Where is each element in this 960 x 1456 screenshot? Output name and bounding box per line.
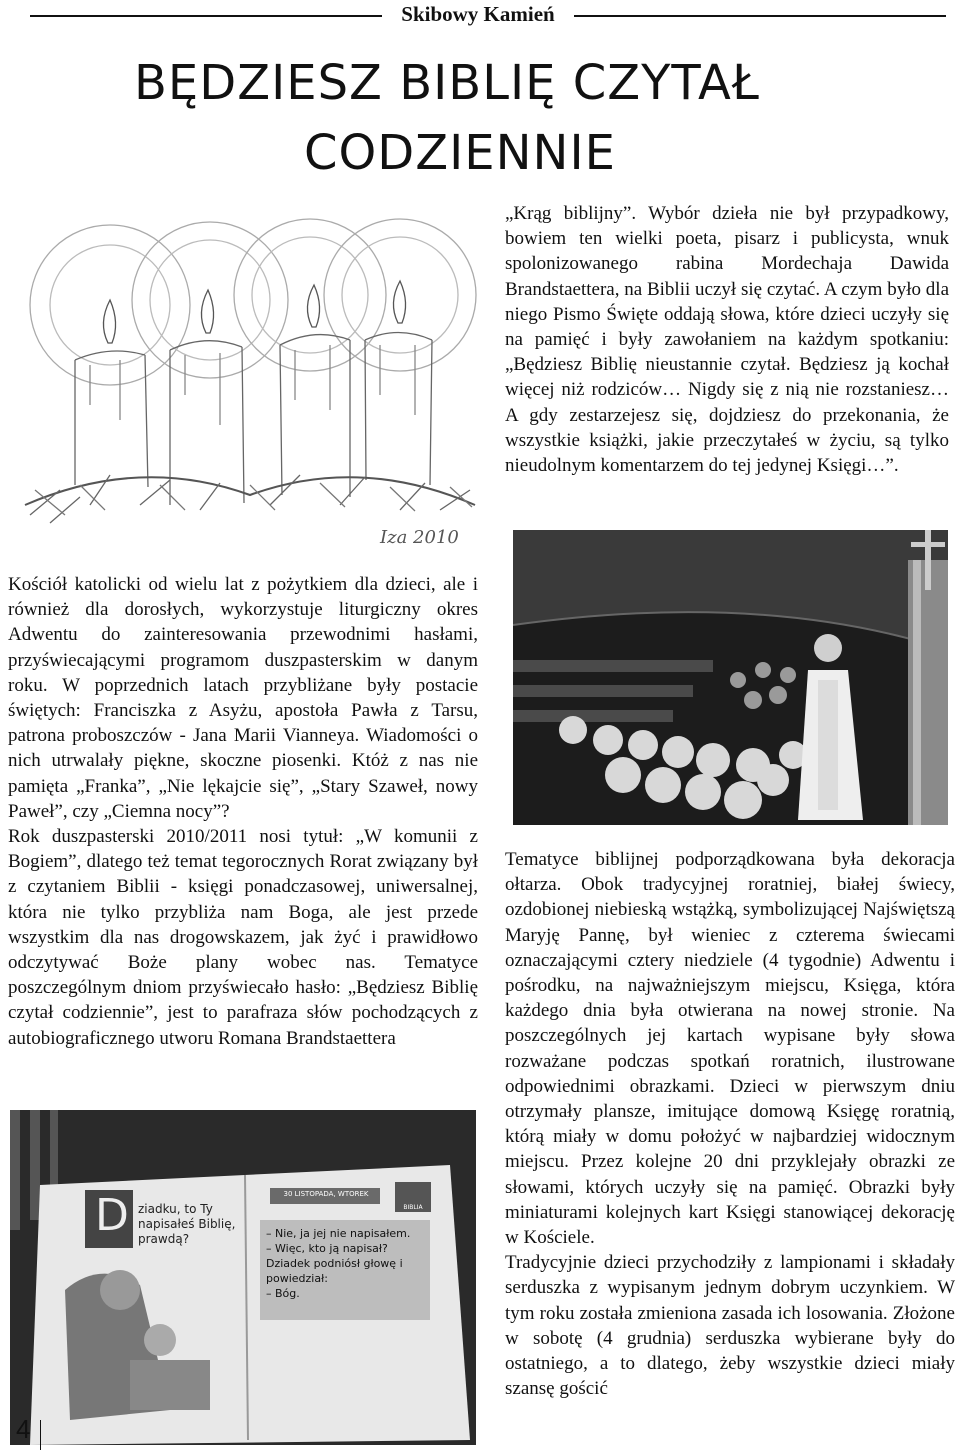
paragraph: Tradycyjnie dzieci przychodziły z lampionami i składały serduszka z wypisanym jednym dobrym uczynkiem. W tym roku została zmieniona zasada ich losowania. Złożone w sobotę (4 grudnia) serduszka wybierane były do ostatniego, a to dlatego, żeby wszystkie dzieci miały szansę gościć — [505, 1252, 955, 1400]
drawing-signature: Iza 2010 — [380, 527, 459, 548]
newspaper-title: Skibowy Kamień — [401, 2, 555, 26]
article-title — [134, 48, 914, 188]
page-number-rule — [40, 1420, 41, 1450]
header-rule-right — [574, 15, 946, 17]
advent-wreath-drawing — [20, 205, 480, 555]
book-text: ziadku, to Ty napisałeś Biblię, prawdą? — [138, 1202, 236, 1246]
paragraph: „Krąg biblijny”. Wybór dzieła nie był przypadkowy, bowiem ten wielki poeta, pisarz i publicysta, wnuk spolonizowanego rabina Mordechaja Dawida Brandstaettera, na Biblii uczył się czytać. A czym było dla niego Pismo Święte oddają słowa, które dzieci uczyły się na pamięć i były zawołaniem na każdym spotkaniu: „Będziesz Biblię nieustannie czytał. Będziesz ją kochał więcej niż rodziców… Nigdy się z nią nie rozstaniesz… A gdy zestarzejesz się, dojdziesz do przekonania, że wszystkie książki, jakie przeczytałeś w życiu, są tylko nieudolnym komentarzem do tej jedynej Księgi…”. — [505, 203, 949, 477]
paragraph: Rok duszpasterski 2010/2011 nosi tytuł: „W komunii z Bogiem”, dlatego też temat tegorocznych Rorat związany był z czytaniem Biblii - księgi ponadczasowej, uniwersalnej, która nie tylko przybliża nam Boga, ale jest przede wszystkim dla nas drogowskazem, jak żyć i prawidłowo odczytywać Boże plany wobec nas. Tematyce poszczególnym dniom przyświecało hasło: „Będziesz Biblię czytał codziennie”, jest to parafraza słów pochodzących z autobiograficznego utworu Romana Brandstaettera — [8, 826, 478, 1049]
book-dialogue — [266, 1226, 426, 1301]
article-title-line-1: BĘDZIESZ BIBLIĘ CZYTAŁ — [134, 55, 760, 111]
article-text-right — [505, 847, 955, 1401]
article-title-line-2: CODZIENNIE — [304, 125, 616, 181]
paragraph: Tematyce biblijnej podporządkowana była dekoracja ołtarza. Obok tradycyjnej roratniej, białej świecy, ozdobionej niebieską wstążką, symbolizującej Najświętszą Maryję Pannę, był wieniec z czterema świecami oznaczającymi cztery niedziele (4 tygodnie) Adwentu i pośrodku, na najważniejszym miejscu, Księga, która każdego dnia była otwierana na nowej stronie. Na poszczególnych jej kartach wypisane były słowa rozważane podczas spotkań roratnich, ilustrowane odpowiednimi obrazkami. Dzieci w pierwszym dniu otrzymały plansze, imitujące domową Księgę roratnią, którą miały w domu położyć w najbardziej widocznym miejscu. Przez kolejne 20 dni przyklejały obrazki ze słowami, których uczyły się na pamięć. Obrazki były miniaturami kolejnych kart Księgi stanowiącej dekorację w Kościele. — [505, 849, 955, 1249]
dialogue-line: – Więc, kto ją napisał? — [266, 1242, 388, 1255]
header-rule-left — [30, 15, 382, 17]
dialogue-line: – Nie, ja jej nie napisałem. — [266, 1227, 411, 1240]
book-badge: BIBLIA — [403, 1204, 423, 1211]
article-text-left — [8, 572, 478, 1051]
church-interior-photo — [513, 530, 948, 825]
paragraph: Kościół katolicki od wielu lat z pożytkiem dla dzieci, ale i również dla dorosłych, wykorzystuje liturgiczny okres Adwentu do zainteresowania przewodnimi hasłami, przyświecającymi programom duszpasterskim w danym roku. W poprzednich latach przybliżane były postacie świętych: Franciszka z Asyżu, apostoła Pawła z Tarsu, patrona proboszczów - Jana Marii Vianneya. Wiadomości o nich utrwalały piękne, skoczne piosenki. Któż z nas nie pamięta „Franka”, „Nie lękajcie się”, „Stary Szaweł, nowy Paweł”, czy „Ciemna nocy”? — [8, 574, 478, 822]
book-date-label: 30 LISTOPADA, WTOREK — [283, 1190, 369, 1198]
dialogue-line: – Bóg. — [266, 1287, 300, 1300]
bible-book-photo — [10, 1110, 476, 1445]
drop-cap: D — [95, 1190, 129, 1241]
page-number: 4 — [16, 1414, 31, 1444]
dialogue-line: Dziadek podniósł głowę i powiedział: — [266, 1257, 403, 1285]
article-text-top-right — [505, 201, 949, 478]
